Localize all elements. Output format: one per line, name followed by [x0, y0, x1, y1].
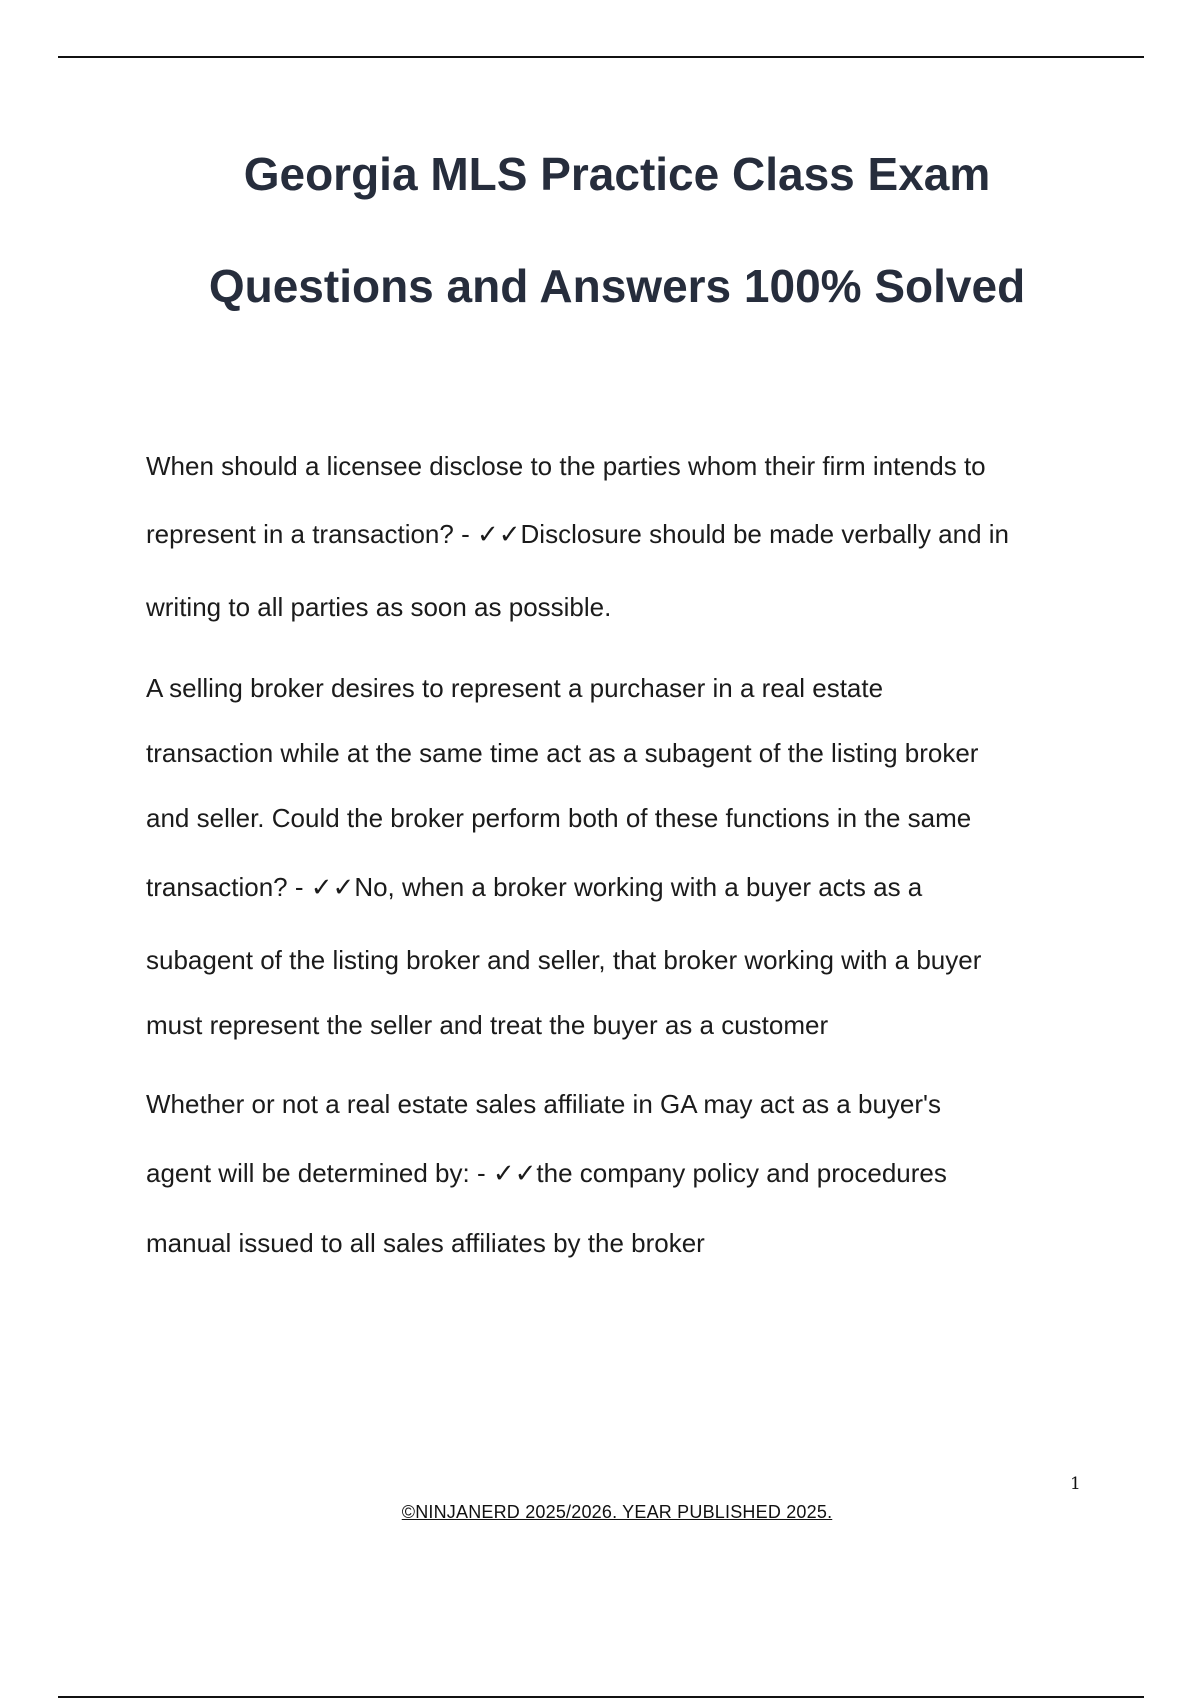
- qa-line: must represent the seller and treat the buyer as a customer: [146, 1010, 829, 1040]
- title-line-2: Questions and Answers 100% Solved: [208, 260, 1026, 312]
- qa-line: represent in a transaction? - ✓✓Disclosure should be made verbally and in: [146, 519, 1010, 549]
- page-number: 1: [1070, 1474, 1081, 1494]
- copyright-footer: ©NINJANERD 2025/2026. YEAR PUBLISHED 2025.: [401, 1502, 833, 1522]
- qa-line: A selling broker desires to represent a purchaser in a real estate: [146, 673, 884, 703]
- qa-line: and seller. Could the broker perform both of these functions in the same: [146, 803, 972, 833]
- qa-line: When should a licensee disclose to the parties whom their firm intends to: [146, 451, 986, 481]
- qa-line: transaction while at the same time act as a subagent of the listing broker: [146, 738, 979, 768]
- qa-line: writing to all parties as soon as possible.: [146, 592, 612, 622]
- qa-line: manual issued to all sales affiliates by the broker: [146, 1228, 705, 1258]
- top-rule: [58, 56, 1144, 58]
- bottom-rule: [58, 1696, 1144, 1698]
- qa-line: Whether or not a real estate sales affiliate in GA may act as a buyer's: [146, 1089, 941, 1119]
- qa-line: transaction? - ✓✓No, when a broker working with a buyer acts as a: [146, 872, 923, 902]
- qa-line: agent will be determined by: - ✓✓the company policy and procedures: [146, 1158, 947, 1188]
- title-line-1: Georgia MLS Practice Class Exam: [243, 148, 991, 200]
- qa-line: subagent of the listing broker and seller, that broker working with a buyer: [146, 945, 982, 975]
